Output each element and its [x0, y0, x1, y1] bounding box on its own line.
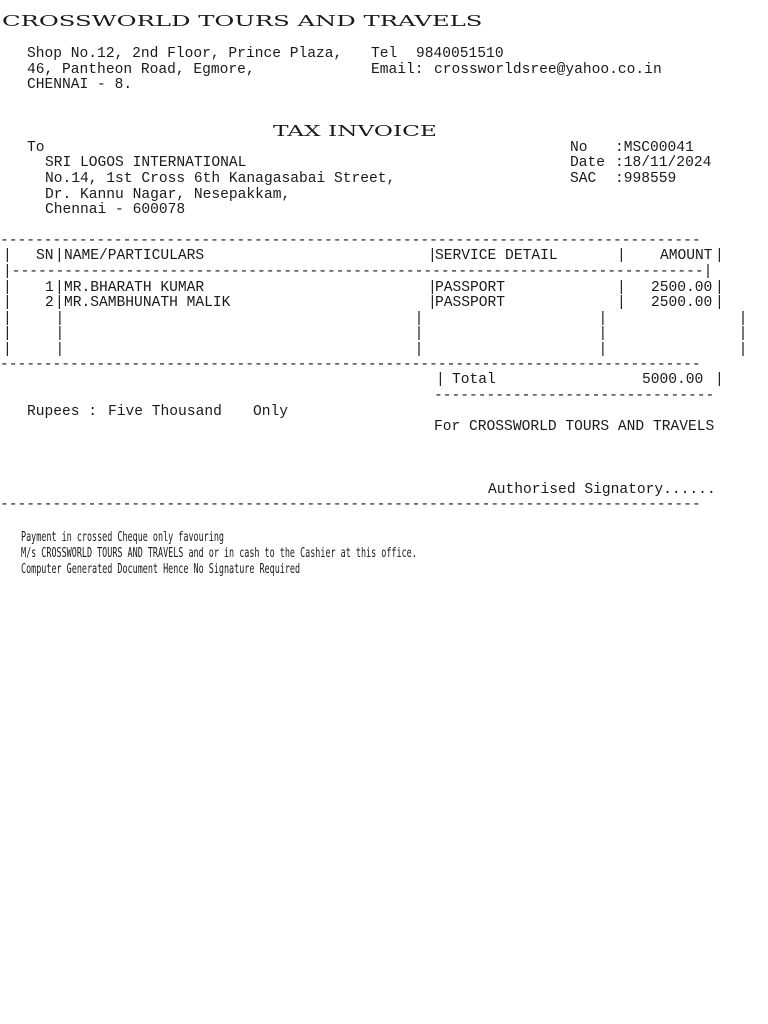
invoice-no-value: :MSC00041	[615, 140, 694, 156]
table-header-rule: |-------------------------------------------------------------------------------|	[3, 264, 713, 280]
table-empty-row: | | | | |	[3, 342, 748, 358]
footer-divider: --------------------------------------------------------------------------------	[0, 497, 701, 513]
amount-words-value: Five Thousand	[108, 404, 222, 420]
email-value: crossworldsree@yahoo.co.in	[434, 62, 662, 78]
column-header-amount: AMOUNT	[660, 248, 713, 264]
table-row-sn: 1	[45, 280, 54, 296]
amount-words-label: Rupees :	[27, 404, 98, 420]
tel-value: 9840051510	[416, 46, 504, 62]
invoice-no-label: No	[570, 140, 588, 156]
total-label: Total	[452, 372, 496, 388]
column-header-name: NAME/PARTICULARS	[64, 248, 205, 264]
table-row-left-border: |	[3, 295, 12, 311]
column-divider: |	[428, 280, 437, 296]
table-row-name: MR.SAMBHUNATH MALIK	[64, 295, 231, 311]
table-row-amount: 2500.00	[651, 280, 713, 296]
table-header-right-border: |	[715, 248, 724, 264]
footer-note-line1: Payment in crossed Cheque only favouring	[21, 529, 224, 545]
column-header-sn: SN	[36, 248, 54, 264]
column-divider: |	[55, 248, 64, 264]
total-value: 5000.00	[642, 372, 704, 388]
table-row-amount: 2500.00	[651, 295, 713, 311]
company-name: CROSSWORLD TOURS AND TRAVELS	[2, 12, 483, 30]
column-divider: |	[617, 295, 626, 311]
customer-address-line2: Dr. Kannu Nagar, Nesepakkam,	[45, 187, 291, 203]
company-address-line2: 46, Pantheon Road, Egmore,	[27, 62, 255, 78]
invoice-date-value: :18/11/2024	[615, 155, 712, 171]
customer-address-line1: No.14, 1st Cross 6th Kanagasabai Street,	[45, 171, 396, 187]
for-company-label: For CROSSWORLD TOURS AND TRAVELS	[434, 419, 715, 435]
company-address-line3: CHENNAI - 8.	[27, 77, 133, 93]
invoice-date-label: Date	[570, 155, 606, 171]
amount-words-suffix: Only	[253, 404, 289, 420]
to-label: To	[27, 140, 45, 156]
table-row-left-border: |	[3, 280, 12, 296]
total-underline: --------------------------------	[434, 388, 715, 404]
total-left-border: |	[436, 372, 445, 388]
column-header-service: SERVICE DETAIL	[435, 248, 558, 264]
footer-note-line2: M/s CROSSWORLD TOURS AND TRAVELS and or in cash to the Cashier at this office.	[21, 545, 417, 561]
column-divider: |	[428, 248, 437, 264]
table-row-service: PASSPORT	[435, 295, 506, 311]
column-divider: |	[55, 280, 64, 296]
company-address-line1: Shop No.12, 2nd Floor, Prince Plaza,	[27, 46, 343, 62]
table-row-right-border: |	[715, 280, 724, 296]
email-label: Email:	[371, 62, 424, 78]
table-empty-row: | | | | |	[3, 311, 748, 327]
table-bottom-rule: --------------------------------------------------------------------------------	[0, 357, 701, 373]
authorised-signatory: Authorised Signatory......	[488, 482, 716, 498]
column-divider: |	[55, 295, 64, 311]
sac-value: :998559	[615, 171, 677, 187]
sac-label: SAC	[570, 171, 597, 187]
customer-name: SRI LOGOS INTERNATIONAL	[45, 155, 247, 171]
table-row-sn: 2	[45, 295, 54, 311]
total-right-border: |	[715, 372, 724, 388]
footer-note-line3: Computer Generated Document Hence No Signature Required	[21, 561, 301, 577]
invoice-title: TAX INVOICE	[273, 122, 437, 140]
customer-address-line3: Chennai - 600078	[45, 202, 186, 218]
table-row-service: PASSPORT	[435, 280, 506, 296]
table-empty-row: | | | | |	[3, 326, 748, 342]
table-row-right-border: |	[715, 295, 724, 311]
tel-label: Tel	[371, 46, 398, 62]
table-header-left-border: |	[3, 248, 12, 264]
table-top-rule: --------------------------------------------------------------------------------	[0, 233, 701, 249]
column-divider: |	[617, 248, 626, 264]
column-divider: |	[617, 280, 626, 296]
column-divider: |	[428, 295, 437, 311]
table-row-name: MR.BHARATH KUMAR	[64, 280, 205, 296]
